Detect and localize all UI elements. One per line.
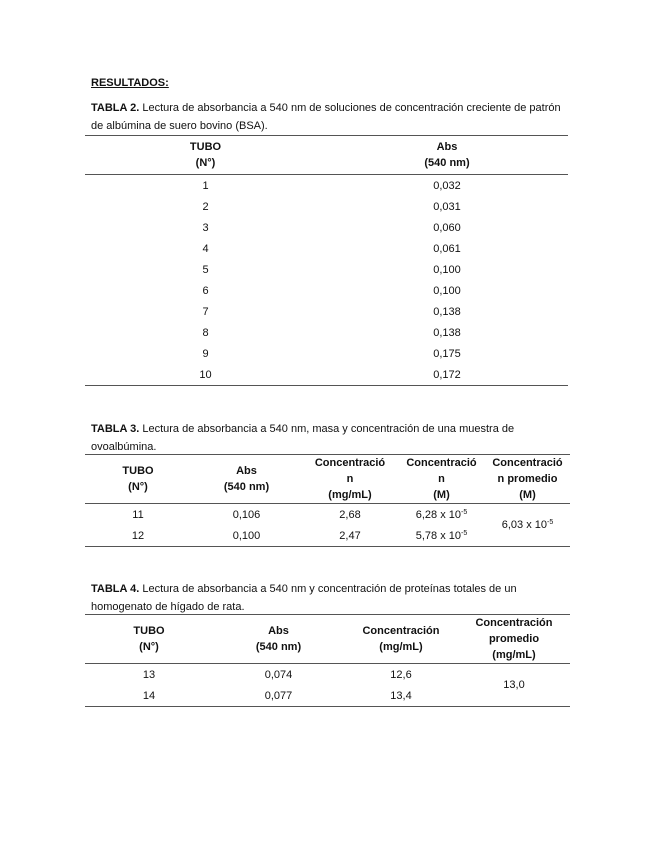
table3-cell-conc-mg: 2,47	[302, 525, 398, 547]
table3-cell-conc-m: 5,78 x $10^{-5}$	[398, 525, 485, 547]
table2-header-abs: Abs (540 nm)	[326, 136, 568, 175]
table2	[85, 135, 568, 386]
table2-header-row	[85, 136, 568, 175]
table3-header-tubo: TUBO (N°)	[85, 455, 191, 504]
table3-cell-tubo: 12	[85, 525, 191, 547]
table2-cell-abs: 0,175	[433, 347, 461, 360]
table2-cell-tubo: 10	[85, 364, 326, 386]
table4-header-prom: Concentración promedio (mg/mL)	[458, 615, 570, 664]
table4-header-row	[85, 615, 570, 664]
table4	[85, 614, 570, 707]
table4-cell-abs: 0,074	[264, 668, 293, 681]
table3-label: TABLA 3.	[91, 423, 140, 435]
table3-cell-tubo: 11	[132, 508, 144, 521]
table2-caption-text: Lectura de absorbancia a 540 nm de soluciones de concentración creciente de patrón de albúmina de suero bovino (BSA).	[91, 102, 561, 132]
table3-cell-abs: 0,106	[232, 508, 261, 521]
table3-cell-conc-m: 6,28 x $10^{-5}$	[415, 508, 468, 521]
table-row	[85, 664, 570, 686]
table2-cell-abs: 0,138	[433, 326, 461, 339]
table4-caption	[91, 580, 561, 616]
table2-header-tubo: TUBO (N°)	[85, 136, 326, 175]
table-row	[85, 343, 568, 364]
table-row	[85, 259, 568, 280]
table-row	[85, 175, 568, 197]
table-row	[85, 217, 568, 238]
table2-label: TABLA 2.	[91, 102, 140, 114]
table-row	[85, 504, 570, 526]
table3-header-conc-mg: Concentració n (mg/mL)	[302, 455, 398, 504]
table2-cell-tubo: 9	[202, 347, 209, 360]
table2-caption	[91, 99, 561, 135]
table3-cell-prom: 6,03 x $10^{-5}$	[485, 504, 570, 547]
table2-cell-abs: 0,172	[326, 364, 568, 386]
table4-cell-conc: 13,4	[344, 685, 458, 707]
table2-cell-tubo: 1	[202, 179, 209, 192]
table2-cell-tubo: 7	[202, 305, 209, 318]
table2-cell-abs: 0,031	[433, 200, 461, 213]
table2-cell-abs: 0,100	[433, 284, 461, 297]
table3-header-conc-m: Concentració n (M)	[398, 455, 485, 504]
table2-cell-abs: 0,060	[433, 221, 461, 234]
table2-cell-tubo: 6	[202, 284, 209, 297]
table3-cell-abs: 0,100	[191, 525, 302, 547]
table-row	[85, 280, 568, 301]
table3-caption	[91, 420, 561, 456]
table4-header-conc: Concentración (mg/mL)	[344, 615, 458, 664]
table4-caption-text: Lectura de absorbancia a 540 nm y concentración de proteínas totales de un homogenato de hígado de rata.	[91, 583, 517, 613]
table4-cell-conc: 12,6	[390, 668, 412, 681]
table2-cell-abs: 0,032	[433, 179, 461, 192]
table3-caption-text: Lectura de absorbancia a 540 nm, masa y concentración de una muestra de ovoalbúmina.	[91, 423, 515, 453]
table2-cell-tubo: 2	[202, 200, 209, 213]
table-row	[85, 196, 568, 217]
table4-cell-prom: 13,0	[458, 664, 570, 707]
table2-cell-tubo: 5	[202, 263, 209, 276]
table2-cell-abs: 0,138	[433, 305, 461, 318]
table4-cell-tubo: 13	[142, 668, 156, 681]
table-row	[85, 364, 568, 386]
table4-header-abs: Abs (540 nm)	[213, 615, 344, 664]
table4-cell-abs: 0,077	[213, 685, 344, 707]
table4-label: TABLA 4.	[91, 583, 140, 595]
table2-cell-tubo: 4	[202, 242, 209, 255]
table3	[85, 454, 570, 547]
table3-header-prom: Concentració n promedio (M)	[485, 455, 570, 504]
table4-header-tubo: TUBO (N°)	[85, 615, 213, 664]
table3-cell-conc-mg: 2,68	[339, 508, 361, 521]
table3-header-abs: Abs (540 nm)	[191, 455, 302, 504]
table-row	[85, 301, 568, 322]
table2-cell-abs: 0,061	[433, 242, 461, 255]
table-row	[85, 238, 568, 259]
table2-cell-tubo: 3	[202, 221, 209, 234]
table2-cell-abs: 0,100	[433, 263, 461, 276]
table-row	[85, 322, 568, 343]
table4-cell-tubo: 14	[85, 685, 213, 707]
table3-header-row	[85, 455, 570, 504]
table2-cell-tubo: 8	[202, 326, 209, 339]
results-heading: RESULTADOS:	[91, 77, 169, 89]
